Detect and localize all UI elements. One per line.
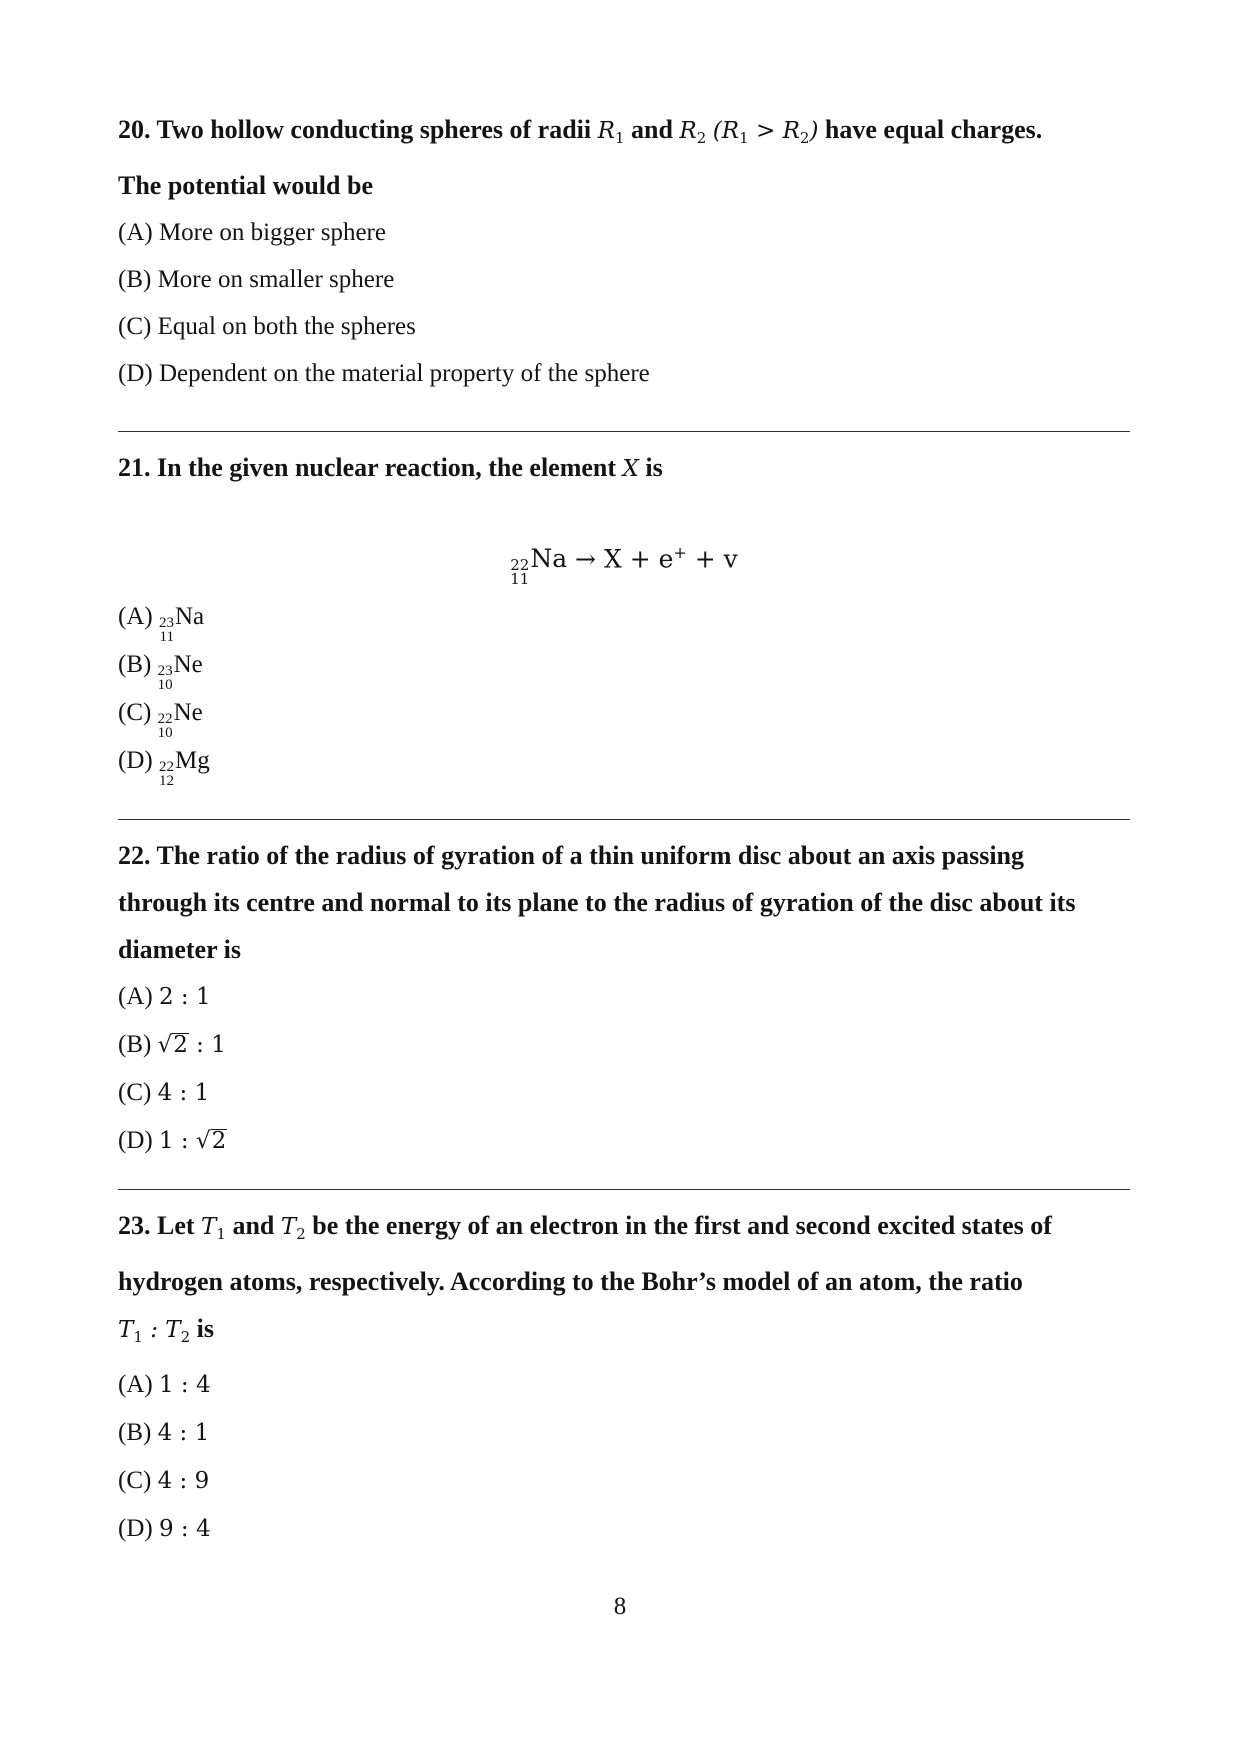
question-21-stem: 21. In the given nuclear reaction, the element X is [118, 453, 663, 482]
option-b: (B) √2 : 1 [118, 1021, 1130, 1069]
option-d: (D) Dependent on the material property of the sphere [118, 360, 650, 387]
section-divider [118, 819, 1130, 820]
radius-r1: $R_1$ [597, 118, 625, 147]
question-number: 20. [118, 115, 151, 144]
question-23-stem-line2: hydrogen atoms, respectively. According to the Bohr’s model of an atom, the ratio [118, 1267, 1023, 1297]
question-number: 22. [118, 841, 151, 871]
square-root: √2 [157, 1032, 188, 1059]
question-22-stem-line3: diameter is [118, 935, 241, 965]
nuclide: 23 10 Ne [157, 651, 203, 694]
question-22-stem: 22. The ratio of the radius of gyration of a thin uniform disc about an axis passing [118, 841, 1025, 871]
section-divider [118, 431, 1130, 432]
option-a: (A) 1 : 4 [118, 1371, 211, 1399]
question-23 [118, 1202, 1130, 1553]
option-a: (A) 23 11 Na [118, 593, 1130, 641]
radius-r2: $R_2$ [679, 118, 707, 147]
option-c: (C) 4 : 1 [118, 1079, 210, 1107]
question-page [118, 108, 1130, 1553]
option-b: (B) More on smaller sphere [118, 266, 395, 293]
energy-t2: $T_2$ [280, 1214, 306, 1244]
option-d: (D) 22 12 Mg [118, 737, 1130, 785]
nuclide: 22 12 Mg [158, 747, 210, 790]
question-20-stem-line2: The potential would be [118, 171, 373, 200]
nuclide-sodium-22: 22 11 Na [510, 544, 568, 589]
question-21 [118, 444, 1130, 790]
option-c: (C) 4 : 9 [118, 1467, 210, 1495]
question-20-stem: 20. Two hollow conducting spheres of radii $R_1$ and $R_2$ $(R_1 > R_2)$ have equal charges. [118, 115, 1043, 147]
nuclide: 23 11 Na [158, 603, 205, 646]
question-number: 23. [118, 1211, 151, 1241]
option-c: (C) 22 10 Ne [118, 689, 1130, 737]
nuclear-reaction-equation: 22 11 Na → X + e+ + v [118, 529, 1130, 583]
page-number: 8 [613, 1593, 627, 1620]
question-22 [118, 832, 1130, 1165]
option-b: (B) 4 : 1 [118, 1419, 210, 1447]
option-d: (D) 1 : √2 [118, 1117, 1130, 1165]
ratio-expression: $T_1$ : $T_2$ [118, 1317, 191, 1347]
radius-condition: $(R_1 > R_2)$ [712, 118, 819, 147]
energy-t1: $T_1$ [201, 1214, 226, 1244]
question-number: 21. [118, 453, 151, 482]
option-b: (B) 23 10 Ne [118, 641, 1130, 689]
element-x: X [622, 456, 639, 482]
square-root: √2 [195, 1128, 227, 1155]
nuclide: 22 10 Ne [157, 699, 203, 742]
option-c: (C) Equal on both the spheres [118, 313, 416, 340]
option-a: (A) More on bigger sphere [118, 219, 386, 246]
option-a: (A) 2 : 1 [118, 983, 211, 1011]
question-23-stem: 23. Let $T_1$ and $T_2$ be the energy of an electron in the first and second excited states of [118, 1211, 1052, 1244]
section-divider [118, 1189, 1130, 1190]
question-20 [118, 106, 1130, 397]
option-d: (D) 9 : 4 [118, 1515, 211, 1543]
question-23-stem-line3: $T_1$ : $T_2$ is [118, 1314, 214, 1347]
question-22-stem-line2: through its centre and normal to its plane to the radius of gyration of the disc about its [118, 888, 1076, 918]
